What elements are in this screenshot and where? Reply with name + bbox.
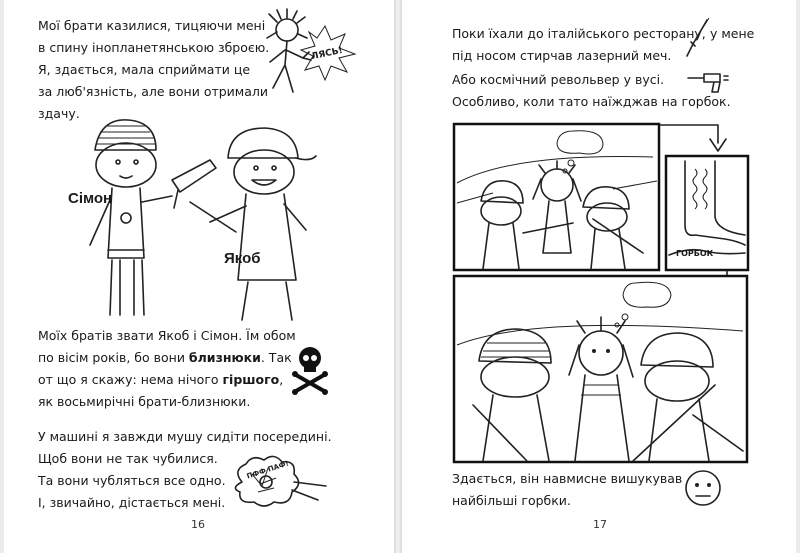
ray-gun-icon — [686, 68, 730, 94]
fight-sound-effect: ПФФ ПАФ! — [245, 459, 290, 481]
page-number-right: 17 — [593, 518, 607, 531]
fight-cloud-illustration — [222, 452, 332, 512]
slap-sound-effect: ЛЯСЬ! — [310, 45, 344, 63]
right-paragraph-1: Поки їхали до італійського ресторану, під носом стирчав лазерний меч. — [452, 26, 706, 63]
label-simon: Сімон — [68, 190, 113, 207]
annoyed-face-icon — [683, 468, 723, 508]
left-paragraph-3: У машині я завжди мушу сидіти посередині. Щоб вони не так чубилися. Та вони чубляться все одно. І, звичайно, дістається мені. — [38, 429, 332, 510]
right-paragraph-3: Здається, він навмисне вишукував найбільші горбки. — [452, 471, 683, 508]
comic-panel-car-interior — [453, 123, 660, 271]
skull-crossbones-icon — [292, 345, 328, 395]
right-paragraph-1-suffix: у мене — [710, 26, 755, 41]
right-paragraph-2: Або космічний револьвер у вусі. Особливо, коли тато наїжджав на горбок. — [452, 72, 731, 109]
page-number-left: 16 — [191, 518, 205, 531]
label-hump: ГОРБОК — [676, 249, 714, 258]
book-gutter — [394, 0, 402, 553]
label-jakob: Якоб — [224, 250, 261, 267]
comic-panel-bump-ride — [453, 275, 748, 463]
arrow-right-icon — [660, 123, 740, 157]
left-paragraph-1: Мої брати казилися, тицяючи мені в спину інопланетянською зброєю. Я, здається, мала сприймати це за люб'язність, але вони отримали здачу. — [38, 18, 270, 121]
lightsaber-icon — [683, 18, 711, 58]
twins-illustration — [60, 110, 340, 325]
left-paragraph-2: Моїх братів звати Якоб і Сімон. Їм обом по вісім років, бо вони близнюки. Так от що я скажу: нема нічого гіршого, як восьмирічні брати-близнюки. — [38, 328, 296, 409]
